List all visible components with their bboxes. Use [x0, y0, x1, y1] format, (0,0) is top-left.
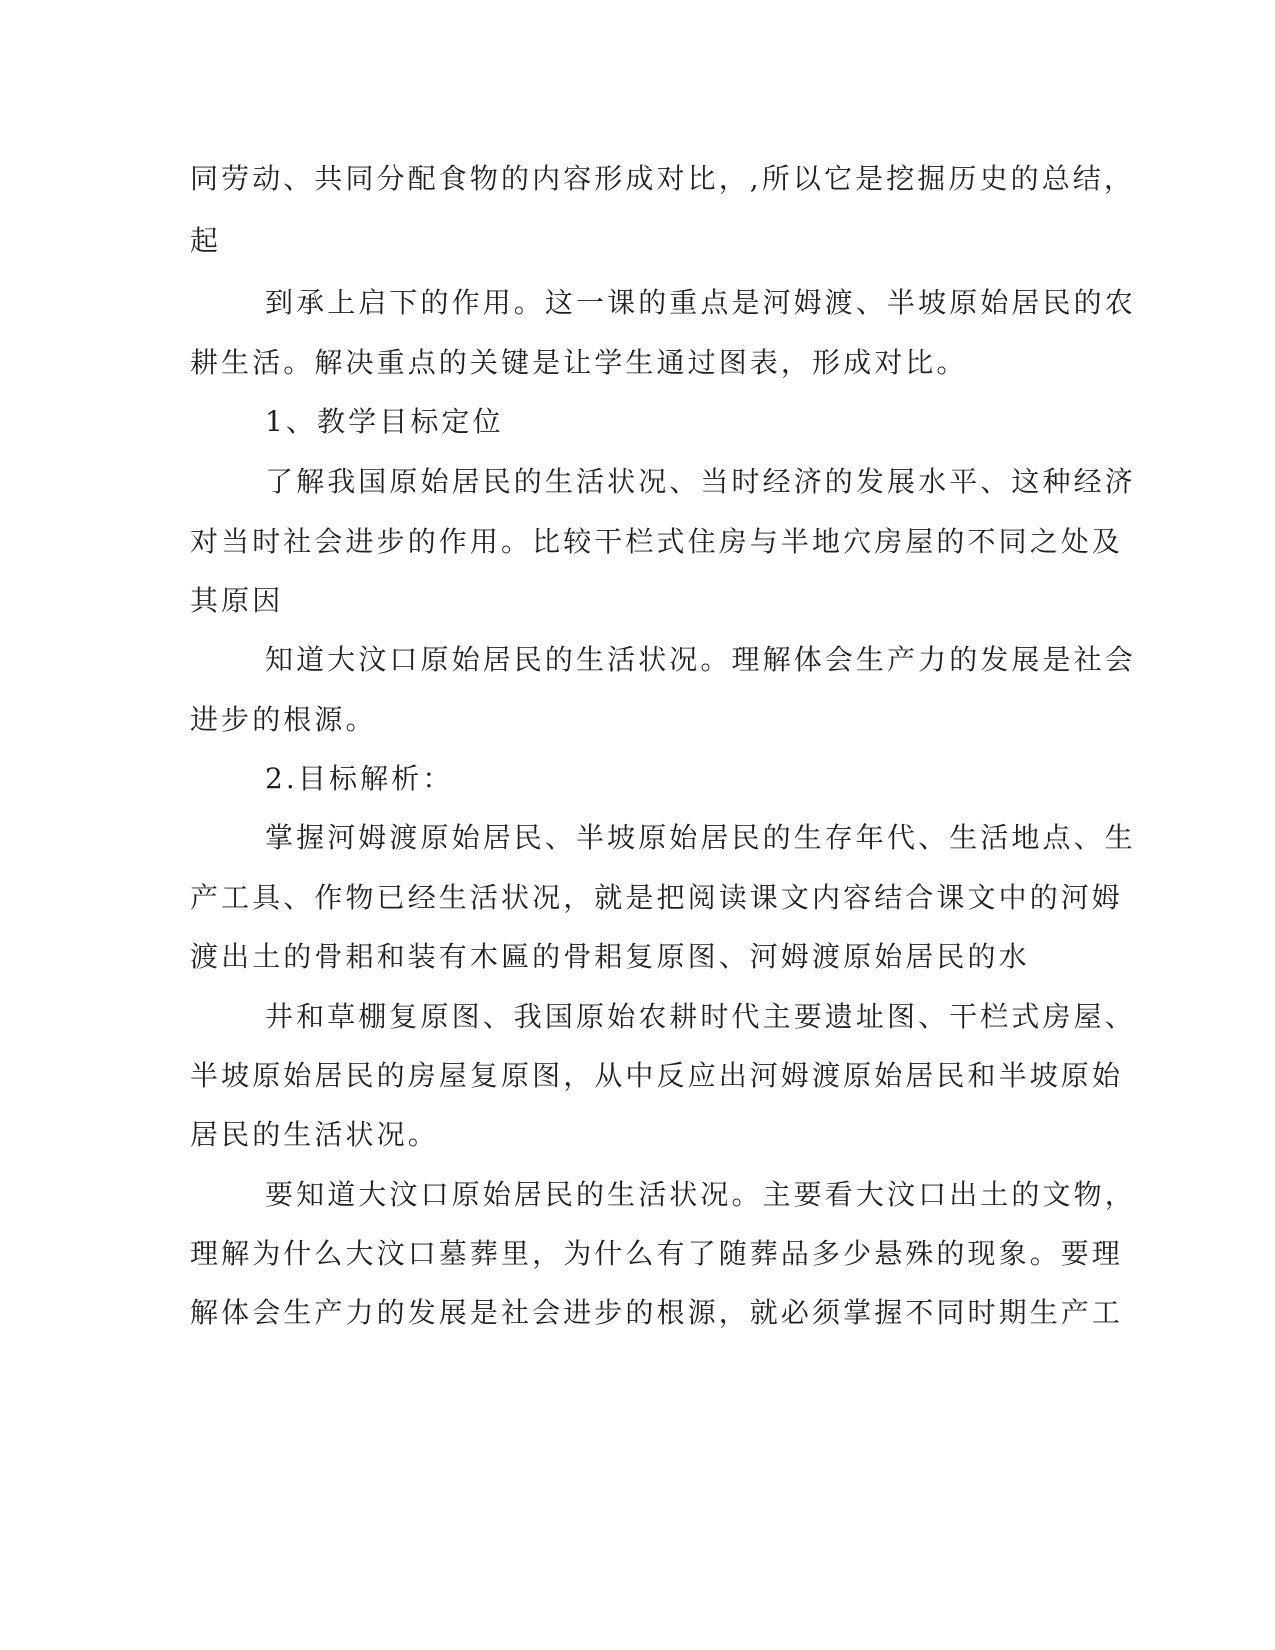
paragraph-start: 井和草棚复原图、我国原始农耕时代主要遗址图、干栏式房屋、 — [265, 1000, 1136, 1033]
paragraph-start: 要知道大汶口原始居民的生活状况。主要看大汶口出土的文物， — [265, 1178, 1136, 1211]
text-line: 起 — [190, 224, 222, 257]
text-line: 产工具、作物已经生活状况，就是把阅读课文内容结合课文中的河姆 — [190, 881, 1124, 914]
paragraph-start: 掌握河姆渡原始居民、半坡原始居民的生存年代、生活地点、生 — [265, 821, 1136, 854]
text-line: 渡出土的骨耜和装有木匾的骨耜复原图、河姆渡原始居民的水 — [190, 940, 1030, 973]
text-line: 耕生活。解决重点的关键是让学生通过图表，形成对比。 — [190, 346, 968, 379]
text-line: 解体会生产力的发展是社会进步的根源，就必须掌握不同时期生产工 — [190, 1296, 1124, 1329]
text-line: 理解为什么大汶口墓葬里，为什么有了随葬品多少悬殊的现象。要理 — [190, 1237, 1124, 1270]
paragraph-start: 到承上启下的作用。这一课的重点是河姆渡、半坡原始居民的农 — [265, 286, 1136, 319]
text-line: 其原因 — [190, 584, 284, 617]
text-line: 对当时社会进步的作用。比较干栏式住房与半地穴房屋的不同之处及 — [190, 525, 1124, 558]
paragraph-start: 了解我国原始居民的生活状况、当时经济的发展水平、这种经济 — [265, 465, 1136, 498]
text-line: 居民的生活状况。 — [190, 1118, 439, 1151]
section-heading: 1、教学目标定位 — [265, 405, 504, 438]
text-line: 半坡原始居民的房屋复原图，从中反应出河姆渡原始居民和半坡原始 — [190, 1059, 1124, 1092]
paragraph-start: 知道大汶口原始居民的生活状况。理解体会生产力的发展是社会 — [265, 643, 1136, 676]
text-line: 进步的根源。 — [190, 703, 377, 736]
text-line: 同劳动、共同分配食物的内容形成对比，,所以它是挖掘历史的总结， — [190, 162, 1136, 195]
section-heading: 2.目标解析： — [265, 762, 454, 795]
